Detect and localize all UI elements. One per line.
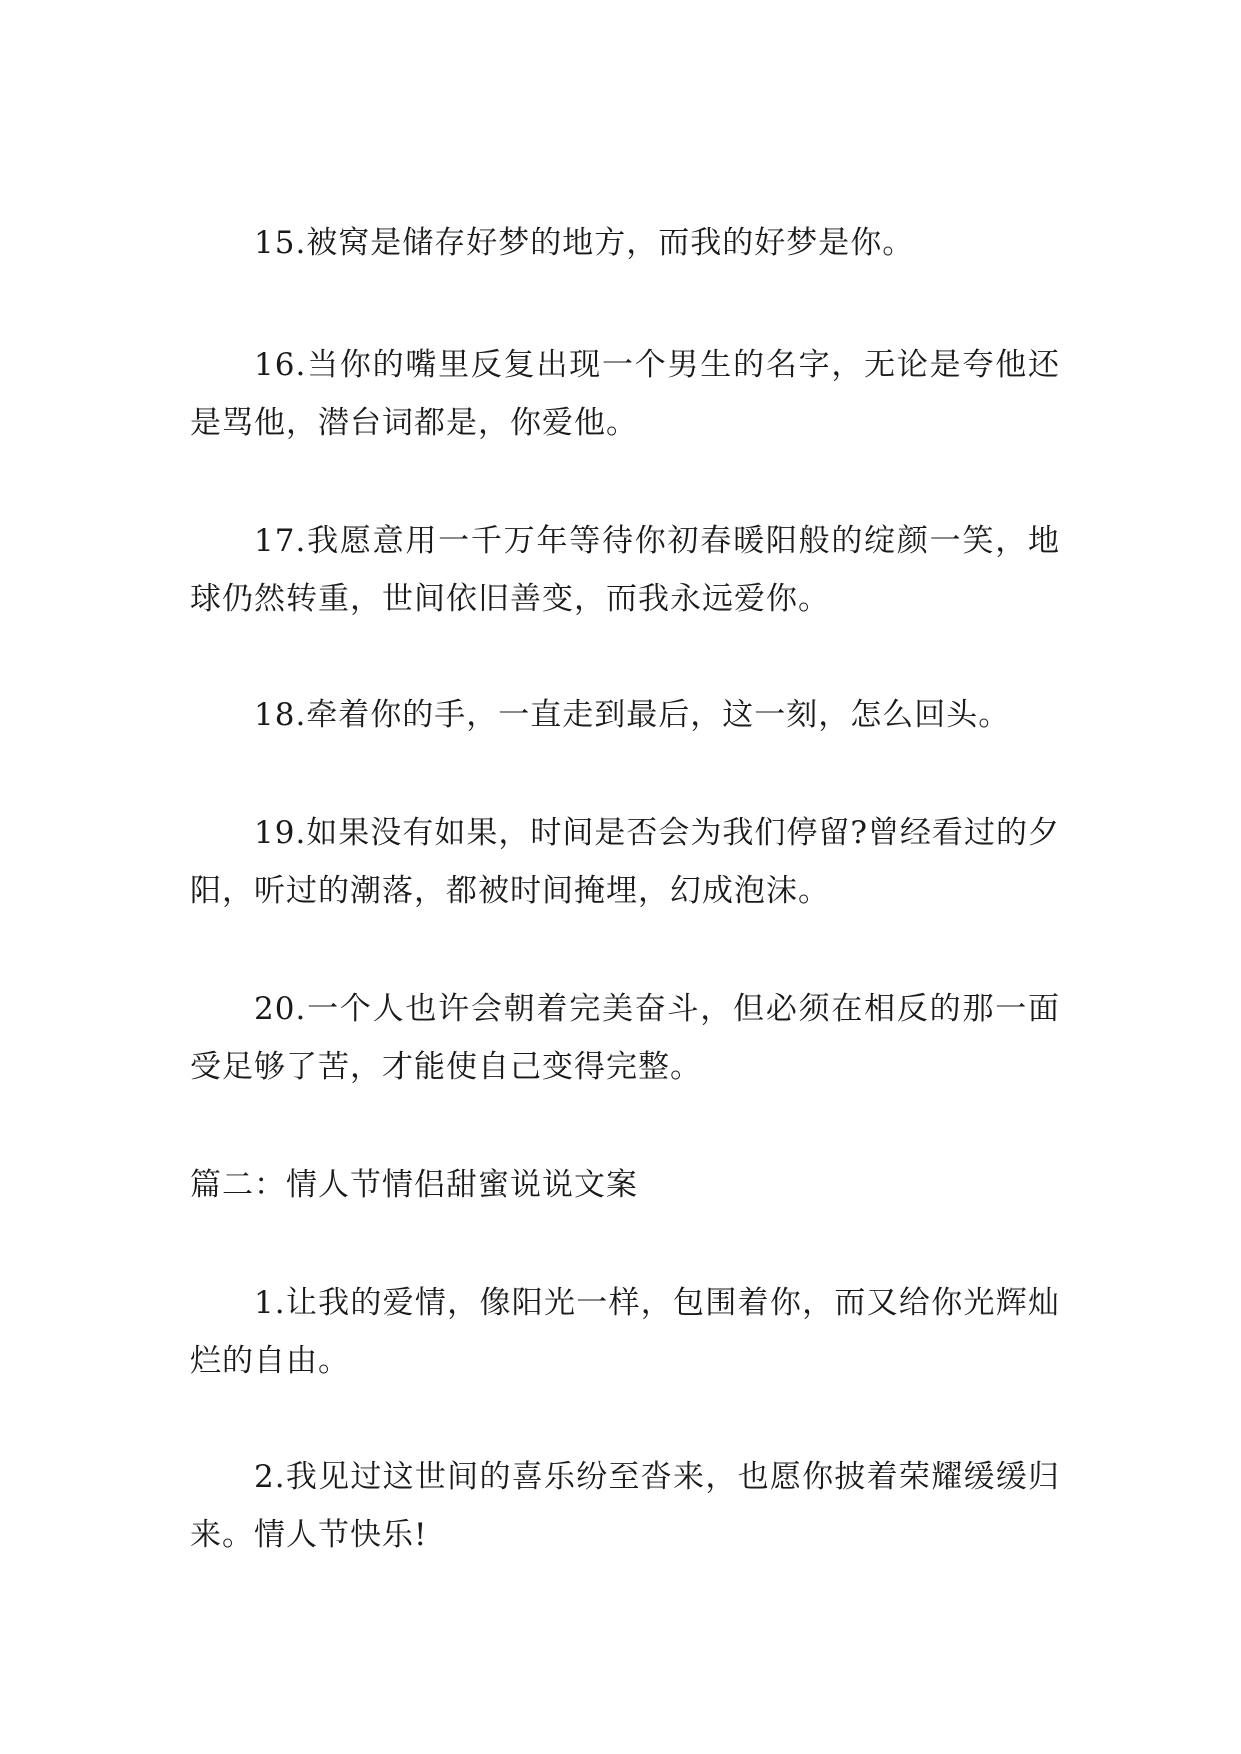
paragraph-20: 20.一个人也许会朝着完美奋斗，但必须在相反的那一面受足够了苦，才能使自己变得完整。	[190, 991, 1060, 1085]
paragraph-19: 19.如果没有如果，时间是否会为我们停留?曾经看过的夕阳，听过的潮落，都被时间掩埋，幻成泡沫。	[190, 815, 1060, 909]
paragraph-17: 17.我愿意用一千万年等待你初春暖阳般的绽颜一笑，地球仍然转重，世间依旧善变，而我永远爱你。	[190, 523, 1060, 617]
section-heading: 篇二：情人节情侣甜蜜说说文案	[190, 1167, 638, 1203]
paragraph-15: 15.被窝是储存好梦的地方，而我的好梦是你。	[254, 225, 915, 261]
section-paragraph-2: 2.我见过这世间的喜乐纷至沓来，也愿你披着荣耀缓缓归来。情人节快乐!	[190, 1459, 1060, 1553]
paragraph-18: 18.牵着你的手，一直走到最后，这一刻，怎么回头。	[254, 697, 1011, 733]
paragraph-16: 16.当你的嘴里反复出现一个男生的名字，无论是夸他还是骂他，潜台词都是，你爱他。	[190, 347, 1060, 441]
section-paragraph-1: 1.让我的爱情，像阳光一样，包围着你，而又给你光辉灿烂的自由。	[190, 1285, 1060, 1379]
